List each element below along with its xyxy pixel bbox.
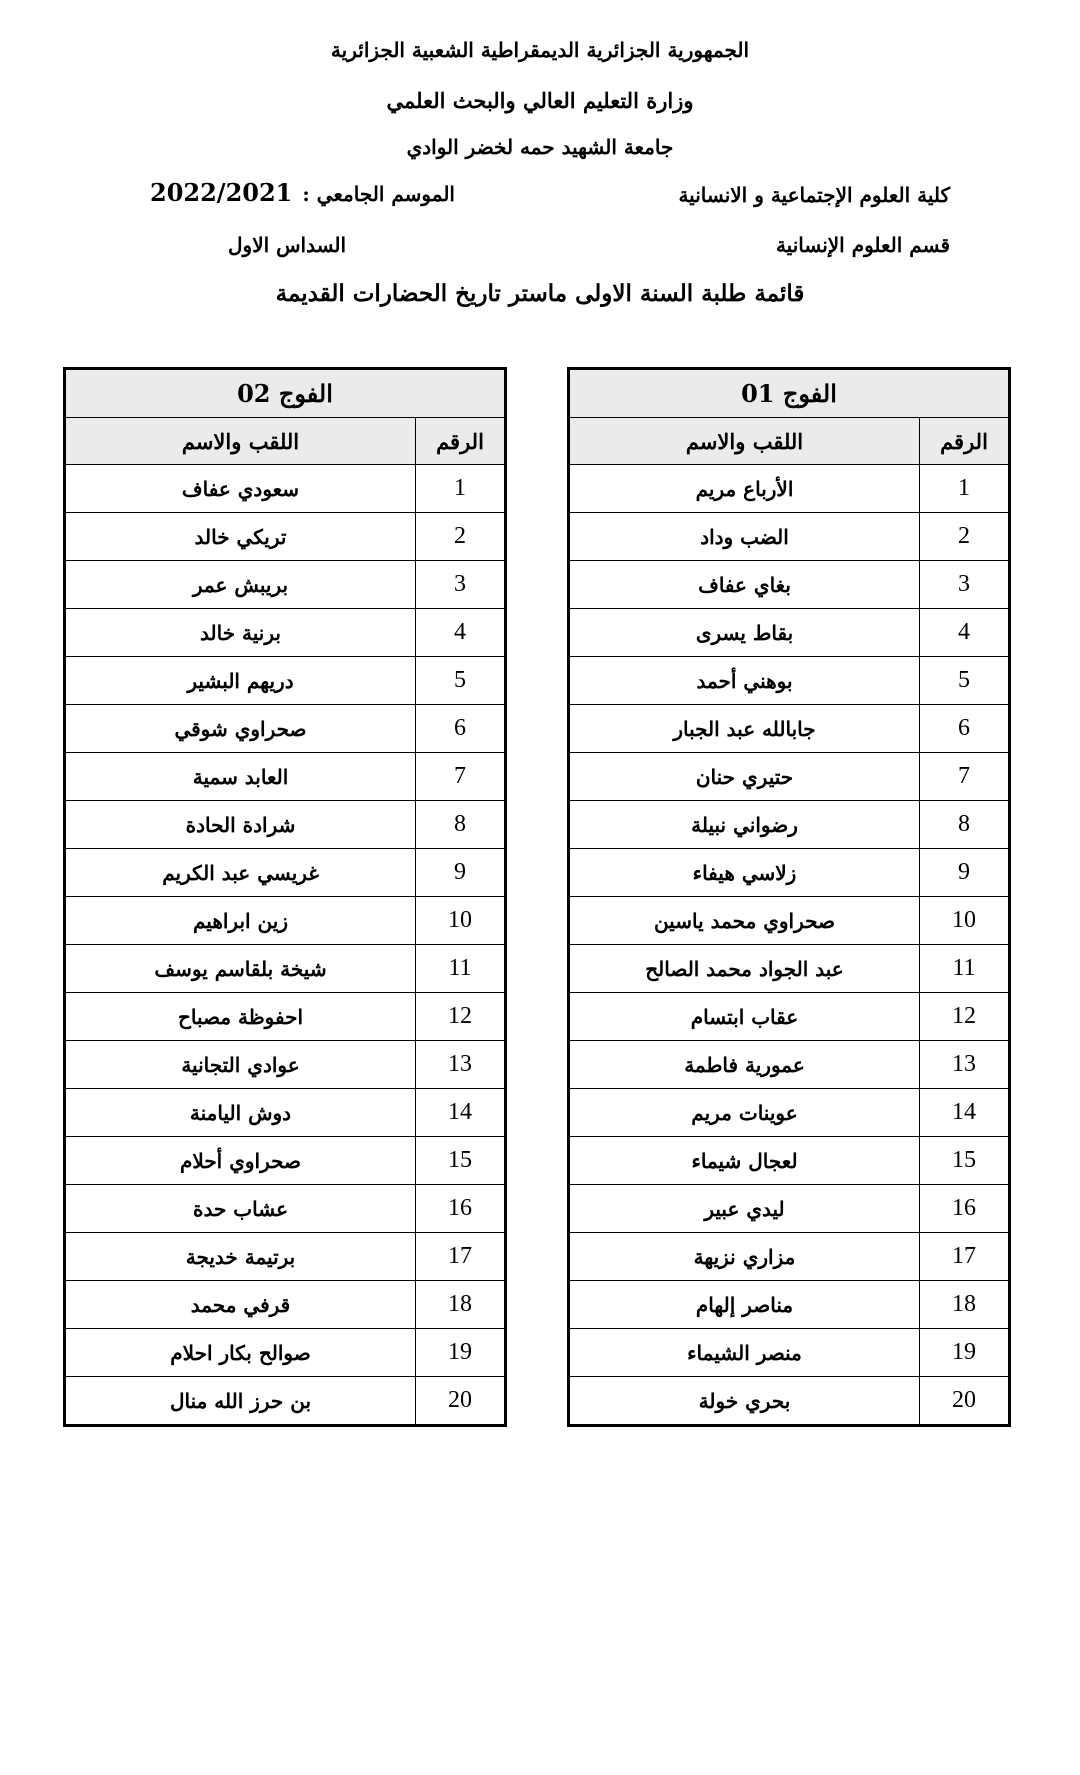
student-number: 5 <box>920 657 1010 705</box>
table-row <box>569 849 1010 897</box>
student-number: 19 <box>416 1329 506 1377</box>
student-name: احفوظة مصباح <box>65 993 416 1041</box>
table-row <box>65 993 506 1041</box>
student-name: برتيمة خديجة <box>65 1233 416 1281</box>
table-row <box>65 753 506 801</box>
season-value: 2022/2021 <box>150 178 293 207</box>
list-title: قائمة طلبة السنة الاولى ماستر تاريخ الحضارات القديمة <box>275 280 805 307</box>
group-title: الفوج 01 <box>569 369 1010 418</box>
student-name: دريهم البشير <box>65 657 416 705</box>
student-name: حتيري حنان <box>569 753 920 801</box>
student-name: عوينات مريم <box>569 1089 920 1137</box>
student-name: بغاي عفاف <box>569 561 920 609</box>
student-name: سعودي عفاف <box>65 465 416 513</box>
student-name: غريسي عبد الكريم <box>65 849 416 897</box>
table-row <box>65 465 506 513</box>
student-number: 12 <box>920 993 1010 1041</box>
student-name: شرادة الحادة <box>65 801 416 849</box>
student-name: رضواني نبيلة <box>569 801 920 849</box>
table-row <box>569 1089 1010 1137</box>
student-name: دوش اليامنة <box>65 1089 416 1137</box>
student-name: جابالله عبد الجبار <box>569 705 920 753</box>
student-number: 13 <box>416 1041 506 1089</box>
student-name: عبد الجواد محمد الصالح <box>569 945 920 993</box>
student-number: 19 <box>920 1329 1010 1377</box>
faculty-label: كلية العلوم الإجتماعية و الانسانية <box>678 183 950 207</box>
table-row <box>65 705 506 753</box>
student-name: العابد سمية <box>65 753 416 801</box>
student-name: قرفي محمد <box>65 1281 416 1329</box>
table-row <box>569 465 1010 513</box>
student-name: بقاط يسرى <box>569 609 920 657</box>
student-number: 10 <box>416 897 506 945</box>
student-name: زين ابراهيم <box>65 897 416 945</box>
table-row <box>65 561 506 609</box>
student-number: 6 <box>416 705 506 753</box>
republic-heading: الجمهورية الجزائرية الديمقراطية الشعبية الجزائرية <box>330 38 750 62</box>
student-number: 14 <box>920 1089 1010 1137</box>
student-number: 4 <box>920 609 1010 657</box>
student-number: 12 <box>416 993 506 1041</box>
student-number: 16 <box>920 1185 1010 1233</box>
student-number: 20 <box>416 1377 506 1426</box>
student-name: عمورية فاطمة <box>569 1041 920 1089</box>
group-02-table <box>63 367 507 1427</box>
table-row <box>65 945 506 993</box>
table-row <box>569 1329 1010 1377</box>
student-name: شيخة بلقاسم يوسف <box>65 945 416 993</box>
student-number: 1 <box>416 465 506 513</box>
student-name: صحراوي محمد ياسين <box>569 897 920 945</box>
student-name: عقاب ابتسام <box>569 993 920 1041</box>
group-01-table <box>567 367 1011 1427</box>
student-number: 20 <box>920 1377 1010 1426</box>
table-row <box>569 657 1010 705</box>
student-name: عشاب حدة <box>65 1185 416 1233</box>
student-name: مزاري نزيهة <box>569 1233 920 1281</box>
table-row <box>65 609 506 657</box>
student-number: 1 <box>920 465 1010 513</box>
student-name: تريكي خالد <box>65 513 416 561</box>
student-name: بوهني أحمد <box>569 657 920 705</box>
student-number: 9 <box>416 849 506 897</box>
number-column-header: الرقم <box>416 418 506 465</box>
student-number: 7 <box>920 753 1010 801</box>
table-row <box>569 1041 1010 1089</box>
table-row <box>65 1377 506 1426</box>
student-number: 16 <box>416 1185 506 1233</box>
student-number: 13 <box>920 1041 1010 1089</box>
name-column-header: اللقب والاسم <box>65 418 416 465</box>
table-row <box>569 1137 1010 1185</box>
student-number: 11 <box>920 945 1010 993</box>
table-row <box>569 609 1010 657</box>
student-name: بحري خولة <box>569 1377 920 1426</box>
student-name: الأرباع مريم <box>569 465 920 513</box>
student-number: 10 <box>920 897 1010 945</box>
student-name: برنية خالد <box>65 609 416 657</box>
student-name: ليدي عبير <box>569 1185 920 1233</box>
student-number: 4 <box>416 609 506 657</box>
student-name: منصر الشيماء <box>569 1329 920 1377</box>
student-name: الضب وداد <box>569 513 920 561</box>
student-number: 5 <box>416 657 506 705</box>
student-number: 2 <box>416 513 506 561</box>
table-row <box>569 1185 1010 1233</box>
student-number: 17 <box>920 1233 1010 1281</box>
student-number: 17 <box>416 1233 506 1281</box>
student-name: بريبش عمر <box>65 561 416 609</box>
season-label: الموسم الجامعي : <box>302 182 455 206</box>
table-row <box>65 1329 506 1377</box>
student-number: 3 <box>416 561 506 609</box>
name-column-header: اللقب والاسم <box>569 418 920 465</box>
student-name: صحراوي أحلام <box>65 1137 416 1185</box>
ministry-heading: وزارة التعليم العالي والبحث العلمي <box>386 88 694 113</box>
group-title: الفوج 02 <box>65 369 506 418</box>
table-row <box>65 1233 506 1281</box>
table-row <box>569 561 1010 609</box>
academic-season <box>150 178 455 207</box>
table-row <box>569 753 1010 801</box>
student-number: 6 <box>920 705 1010 753</box>
table-row <box>569 1233 1010 1281</box>
student-number: 8 <box>416 801 506 849</box>
university-heading: جامعة الشهيد حمه لخضر الوادي <box>406 135 674 159</box>
student-name: صحراوي شوقي <box>65 705 416 753</box>
table-row <box>569 1281 1010 1329</box>
table-row <box>65 513 506 561</box>
student-number: 8 <box>920 801 1010 849</box>
student-number: 9 <box>920 849 1010 897</box>
table-row <box>569 801 1010 849</box>
table-row <box>65 1089 506 1137</box>
student-number: 7 <box>416 753 506 801</box>
student-number: 11 <box>416 945 506 993</box>
table-row <box>65 1041 506 1089</box>
table-row <box>65 1137 506 1185</box>
table-row <box>65 897 506 945</box>
table-row <box>65 1185 506 1233</box>
student-number: 15 <box>416 1137 506 1185</box>
table-row <box>569 993 1010 1041</box>
student-name: صوالح بكار احلام <box>65 1329 416 1377</box>
department-label: قسم العلوم الإنسانية <box>775 233 950 257</box>
student-number: 14 <box>416 1089 506 1137</box>
student-number: 3 <box>920 561 1010 609</box>
student-name: عوادي التجانية <box>65 1041 416 1089</box>
semester-label: السداس الاول <box>228 233 347 257</box>
table-row <box>65 849 506 897</box>
student-name: زلاسي هيفاء <box>569 849 920 897</box>
table-row <box>569 513 1010 561</box>
table-row <box>65 801 506 849</box>
table-row <box>65 1281 506 1329</box>
table-row <box>65 657 506 705</box>
table-row <box>569 1377 1010 1426</box>
student-number: 18 <box>920 1281 1010 1329</box>
table-row <box>569 945 1010 993</box>
student-number: 18 <box>416 1281 506 1329</box>
student-number: 2 <box>920 513 1010 561</box>
student-name: مناصر إلهام <box>569 1281 920 1329</box>
student-name: بن حرز الله منال <box>65 1377 416 1426</box>
student-name: لعجال شيماء <box>569 1137 920 1185</box>
number-column-header: الرقم <box>920 418 1010 465</box>
table-row <box>569 705 1010 753</box>
table-row <box>569 897 1010 945</box>
student-number: 15 <box>920 1137 1010 1185</box>
